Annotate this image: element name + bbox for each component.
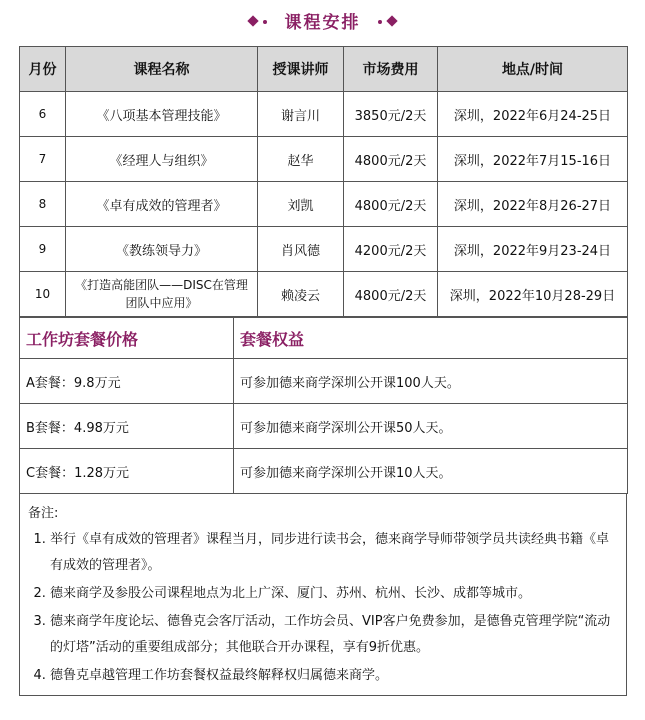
content [19,46,627,696]
package-benefit: 可参加德来商学深圳公开课100人天。 [234,359,628,404]
notes-heading: 备注: [28,506,59,521]
cell-teacher: 谢言川 [258,92,344,137]
page-title [0,8,645,33]
cell-place-time: 深圳，2022年8月26-27日 [438,182,628,227]
schedule-header-row [20,47,628,92]
table-row [20,359,628,404]
cell-month: 8 [20,182,66,227]
header-month: 月份 [20,47,66,92]
table-row [20,227,628,272]
cell-month: 6 [20,92,66,137]
cell-place-time: 深圳，2022年6月24-25日 [438,92,628,137]
cell-month: 9 [20,227,66,272]
header-teacher: 授课讲师 [258,47,344,92]
package-price: A套餐：9.8万元 [20,359,234,404]
cell-teacher: 赖凌云 [258,272,344,317]
page-title-text: 课程安排 [284,13,361,33]
list-item: 4. 德鲁克卓越管理工作坊套餐权益最终解释权归属德来商学。 [50,663,618,689]
header-fee: 市场费用 [344,47,438,92]
cell-month: 10 [20,272,66,317]
table-row [20,449,628,494]
cell-course: 《经理人与组织》 [66,137,258,182]
header-place-time: 地点/时间 [438,47,628,92]
dot-icon [378,20,382,24]
notes-section [19,494,627,696]
package-header-row [20,318,628,359]
list-item: 2. 德来商学及参股公司课程地点为北上广深、厦门、苏州、杭州、长沙、成都等城市。 [50,581,618,607]
diamond-icon [247,15,258,26]
package-table [19,317,628,494]
package-price: B套餐：4.98万元 [20,404,234,449]
cell-teacher: 肖风德 [258,227,344,272]
dot-icon [263,20,267,24]
cell-month: 7 [20,137,66,182]
cell-course: 《八项基本管理技能》 [66,92,258,137]
package-price: C套餐：1.28万元 [20,449,234,494]
package-benefit: 可参加德来商学深圳公开课10人天。 [234,449,628,494]
cell-fee: 4800元/2天 [344,272,438,317]
diamond-icon [387,15,398,26]
list-item: 1. 举行《卓有成效的管理者》课程当月，同步进行读书会，德来商学导师带领学员共读经典书籍《卓有成效的管理者》。 [50,527,618,579]
cell-course: 《教练领导力》 [66,227,258,272]
cell-teacher: 赵华 [258,137,344,182]
table-row [20,272,628,317]
package-price-header: 工作坊套餐价格 [20,318,234,359]
list-item: 3. 德来商学年度论坛、德鲁克会客厅活动，工作坊会员、VIP客户免费参加，是德鲁克管理学院“流动的灯塔”活动的重要组成部分；其他联合开办课程，享有9折优惠。 [50,609,618,661]
cell-course: 《卓有成效的管理者》 [66,182,258,227]
cell-place-time: 深圳，2022年9月23-24日 [438,227,628,272]
cell-fee: 4800元/2天 [344,137,438,182]
package-benefit: 可参加德来商学深圳公开课50人天。 [234,404,628,449]
notes-list [28,527,618,689]
cell-place-time: 深圳，2022年10月28-29日 [438,272,628,317]
cell-fee: 3850元/2天 [344,92,438,137]
cell-place-time: 深圳，2022年7月15-16日 [438,137,628,182]
package-benefit-header: 套餐权益 [234,318,628,359]
cell-course: 《打造高能团队——DISC在管理团队中应用》 [66,272,258,317]
header-course: 课程名称 [66,47,258,92]
table-row [20,92,628,137]
table-row [20,404,628,449]
table-row [20,137,628,182]
cell-teacher: 刘凯 [258,182,344,227]
cell-fee: 4200元/2天 [344,227,438,272]
table-row [20,182,628,227]
schedule-table [19,46,628,317]
cell-fee: 4800元/2天 [344,182,438,227]
